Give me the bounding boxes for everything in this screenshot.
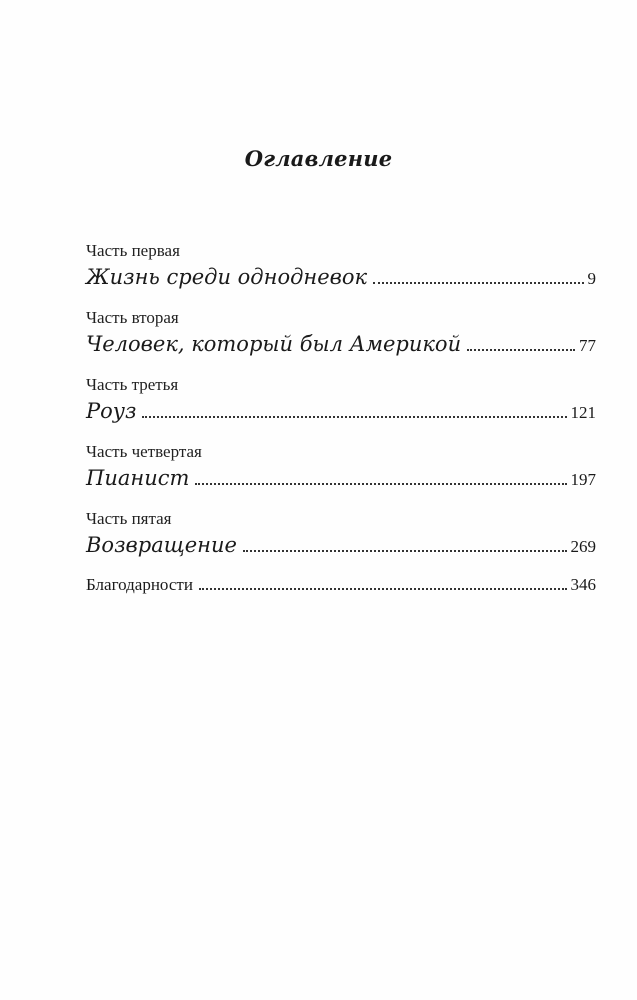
acknowledgements-title: Благодарности: [86, 575, 193, 594]
dot-leader: [142, 415, 566, 418]
toc-heading: Оглавление: [244, 146, 393, 171]
page-number: 9: [587, 269, 596, 288]
part-title: Жизнь среди однодневок: [86, 265, 368, 289]
toc-part-4: [86, 441, 596, 495]
table-of-contents: [86, 240, 596, 603]
dot-leader: [195, 482, 566, 485]
toc-entry[interactable]: [86, 463, 596, 495]
toc-acknowledgements[interactable]: [86, 575, 596, 603]
dot-leader: [467, 348, 575, 351]
part-title: Человек, который был Америкой: [86, 332, 462, 356]
dot-leader: [373, 281, 583, 284]
part-label: Часть третья: [86, 375, 179, 394]
toc-part-2: [86, 307, 596, 361]
page-number: 77: [579, 336, 596, 355]
part-label: Часть пятая: [86, 509, 172, 528]
part-title: Роуз: [86, 399, 137, 423]
toc-entry[interactable]: [86, 262, 596, 294]
toc-part-1: [86, 240, 596, 294]
toc-entry[interactable]: [86, 530, 596, 562]
page-number: 197: [570, 470, 596, 489]
part-title: Пианист: [86, 466, 190, 490]
page-number: 346: [570, 575, 596, 594]
dot-leader: [199, 587, 567, 590]
page-number: 269: [570, 537, 596, 556]
part-label: Часть вторая: [86, 308, 179, 327]
toc-entry[interactable]: [86, 329, 596, 361]
toc-part-5: [86, 508, 596, 562]
part-label: Часть четвертая: [86, 442, 202, 461]
page-number: 121: [570, 403, 596, 422]
dot-leader: [243, 549, 567, 552]
part-title: Возвращение: [86, 533, 237, 557]
toc-entry[interactable]: [86, 396, 596, 428]
toc-part-3: [86, 374, 596, 428]
part-label: Часть первая: [86, 241, 180, 260]
